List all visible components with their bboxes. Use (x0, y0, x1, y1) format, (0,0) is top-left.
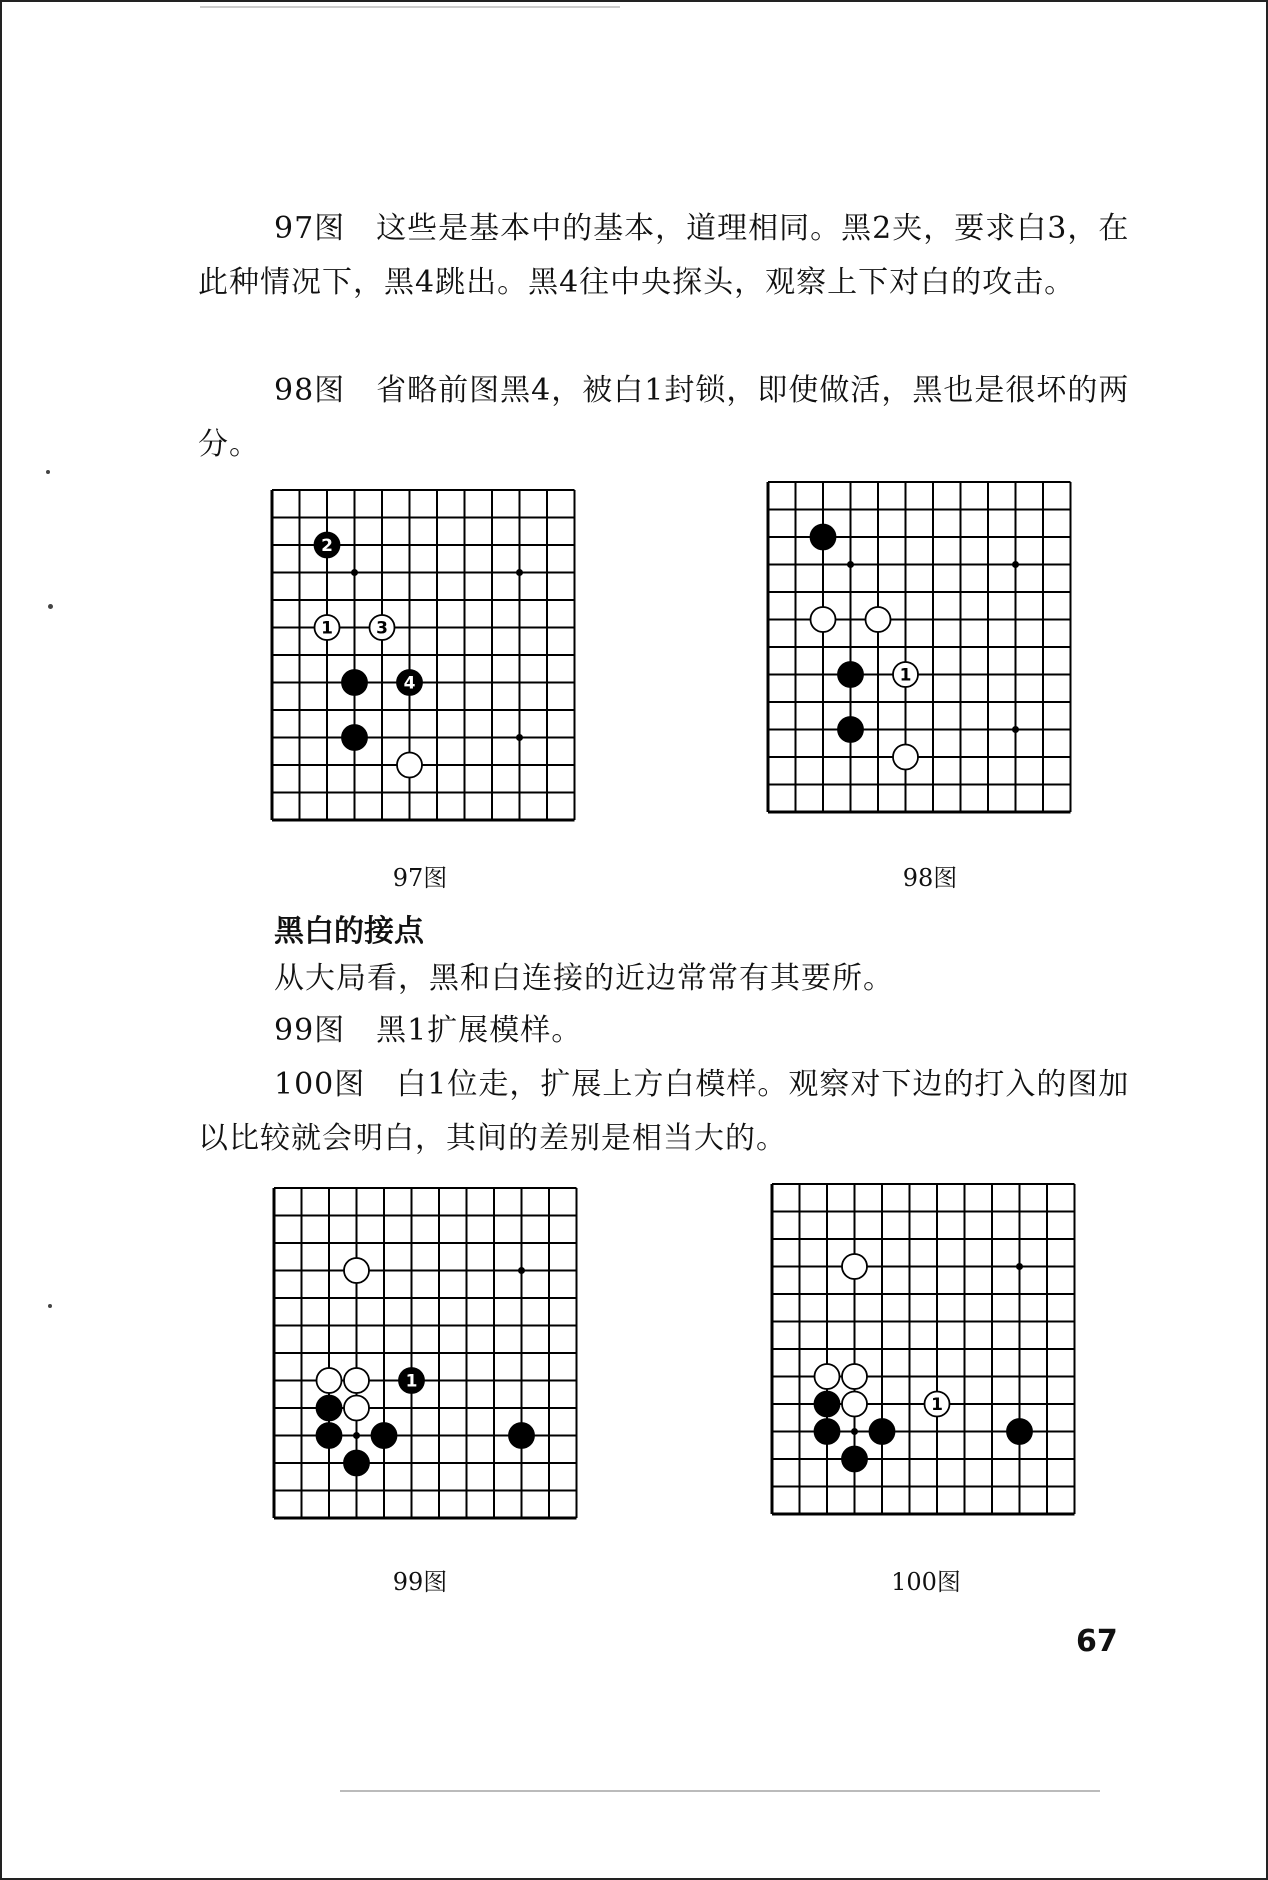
black-stone (342, 670, 367, 695)
board-grid (274, 1188, 577, 1518)
paragraph-99-text: 99图 黑1扩展模样。 (274, 1013, 583, 1048)
scan-speck (46, 470, 50, 474)
black-stone (838, 717, 863, 742)
hoshi-point (351, 569, 358, 576)
black-stone (344, 1451, 369, 1476)
black-stone (870, 1419, 895, 1444)
white-stone (866, 607, 891, 632)
svg-text:4: 4 (403, 673, 416, 694)
hoshi-point (1016, 1263, 1023, 1270)
white-stone (811, 607, 836, 632)
black-stone (509, 1423, 534, 1448)
white-stone (317, 1368, 342, 1393)
black-stone (842, 1447, 867, 1472)
white-stone (842, 1392, 867, 1417)
white-stone (397, 753, 422, 778)
black-stone (815, 1392, 840, 1417)
scan-speck (48, 604, 53, 609)
svg-text:2: 2 (321, 536, 333, 556)
white-stone (344, 1258, 369, 1283)
paragraph-100 (198, 1058, 1150, 1166)
white-stone (344, 1368, 369, 1393)
diagram-99-board (272, 1186, 602, 1538)
white-stone-1 (315, 615, 340, 640)
black-stone (815, 1419, 840, 1444)
diagram-97-board (270, 488, 600, 840)
white-stone (893, 745, 918, 770)
diagram-99-caption: 99图 (392, 1568, 448, 1596)
svg-text:1: 1 (321, 618, 333, 639)
paragraph-97 (198, 202, 1150, 310)
svg-text:1: 1 (931, 1395, 943, 1415)
hoshi-point (516, 734, 523, 741)
hoshi-point (1012, 561, 1019, 568)
black-stone (317, 1423, 342, 1448)
diagram-98-caption: 98图 (902, 864, 958, 892)
paragraph-100-text: 100图 白1位走，扩展上方白模样。观察对下边的打入的图加以比较就会明白，其间的差别是相当大的。 (198, 1067, 1130, 1156)
scan-footer-noise (340, 1790, 1100, 1792)
white-stone (842, 1364, 867, 1389)
white-stone-1 (925, 1392, 950, 1417)
svg-text:3: 3 (376, 618, 388, 639)
white-stone (344, 1396, 369, 1421)
paragraph-97-text: 97图 这些是基本中的基本，道理相同。黑2夹，要求白3，在此种情况下，黑4跳出。黑4往中央探头，观察上下对白的攻击。 (198, 211, 1130, 300)
section-heading: 黑白的接点 (274, 914, 424, 949)
black-stone (342, 725, 367, 750)
hoshi-point (353, 1432, 360, 1439)
paragraph-98-text: 98图 省略前图黑4，被白1封锁，即使做活，黑也是很坏的两分。 (198, 373, 1130, 462)
black-stone-4 (397, 670, 422, 695)
diagram-100-caption: 100图 (891, 1568, 961, 1596)
scan-header-noise (200, 6, 620, 8)
hoshi-point (1012, 726, 1019, 733)
white-stone-3 (370, 615, 395, 640)
black-stone-1 (399, 1368, 424, 1393)
hoshi-point (518, 1267, 525, 1274)
white-stone (815, 1364, 840, 1389)
black-stone (1007, 1419, 1032, 1444)
hoshi-point (516, 569, 523, 576)
black-stone (811, 525, 836, 550)
diagram-98-board (766, 480, 1096, 832)
black-stone (317, 1396, 342, 1421)
hoshi-point (847, 561, 854, 568)
paragraph-99 (274, 1004, 1154, 1058)
white-stone (842, 1254, 867, 1279)
paragraph-overview-text: 从大局看，黑和白连接的近边常常有其要所。 (274, 961, 894, 996)
paragraph-98 (198, 364, 1150, 472)
svg-text:1: 1 (405, 1371, 418, 1392)
svg-text:1: 1 (899, 665, 912, 686)
black-stone-2 (315, 533, 340, 558)
page-number: 67 (1076, 1624, 1118, 1659)
hoshi-point (851, 1428, 858, 1435)
diagram-100-board (770, 1182, 1100, 1534)
black-stone (838, 662, 863, 687)
diagram-97-caption: 97图 (392, 864, 448, 892)
black-stone (372, 1423, 397, 1448)
board-grid (772, 1184, 1075, 1514)
scan-speck (48, 1304, 52, 1308)
white-stone-1 (893, 662, 918, 687)
paragraph-overview (274, 952, 1154, 1006)
